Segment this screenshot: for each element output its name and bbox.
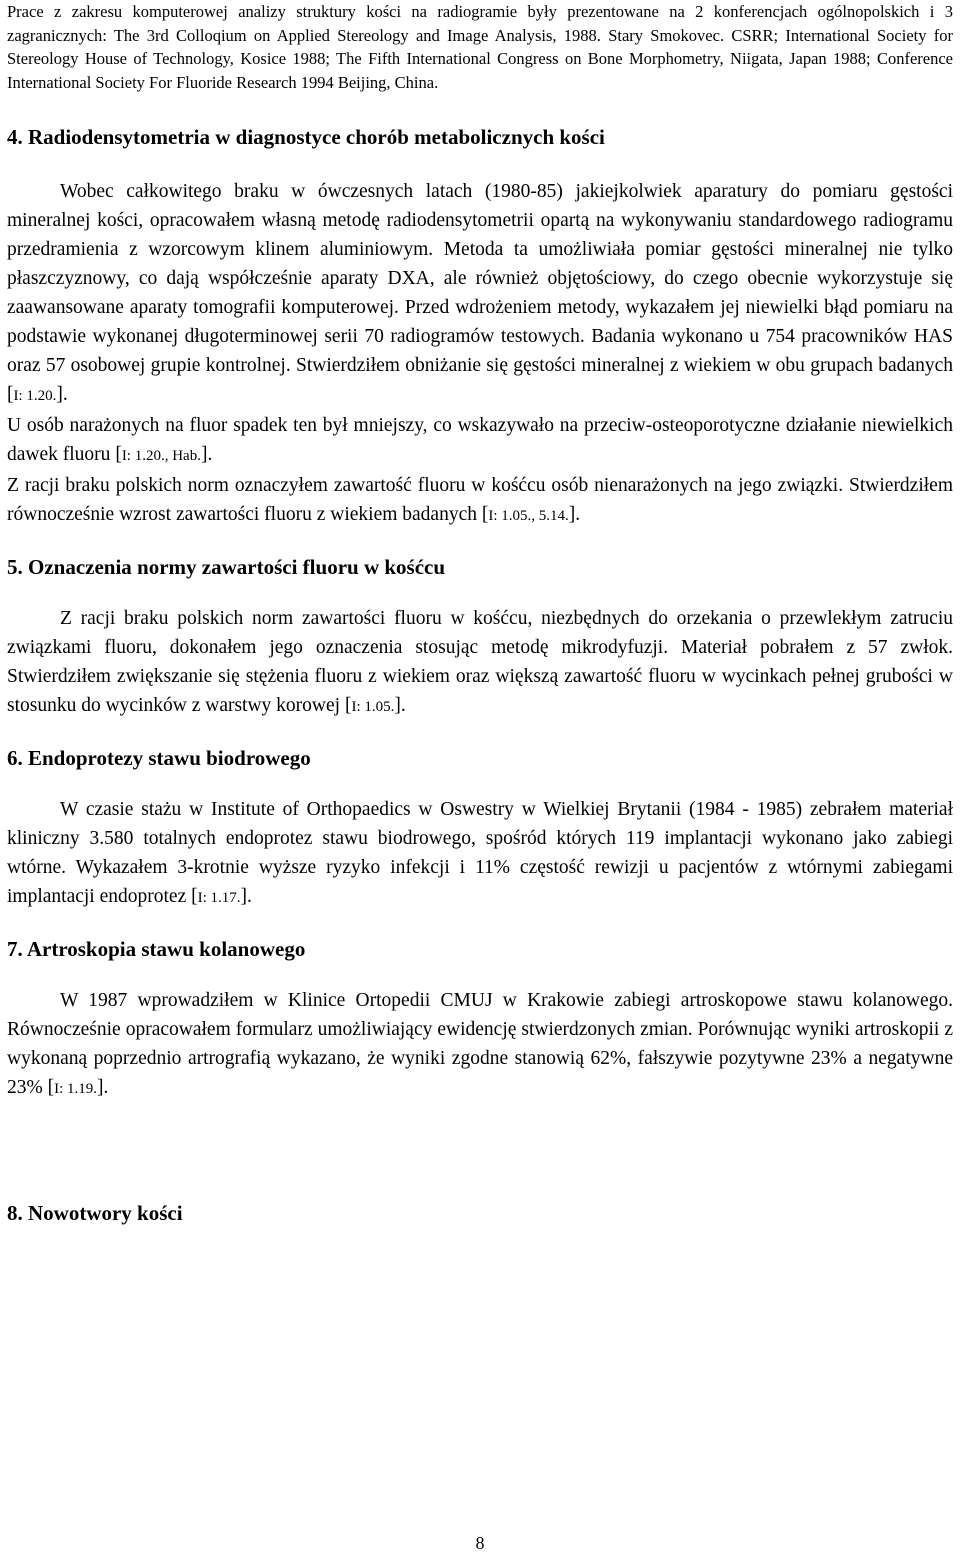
section-5-paragraph-1-text: Z racji braku polskich norm zawartości fluoru w kośćcu, niezbędnych do orzekania o przewlekłym zatruciu związkami fluoru, dokonałem jego oznaczenia stosując metodę mikrodyfuzji. Materiał pobrałem z 57 zwłok. Stwierdziłem zwiększanie się stężenia fluoru z wiekiem oraz większą zawartość fluoru w wycinkach pełnej grubości w stosunku do wycinków z warstwy korowej (7, 608, 953, 717)
page-number: 8 (475, 1533, 485, 1553)
section-7-heading: 7. Artroskopia stawu kolanowego (7, 937, 306, 962)
section-5-ref-1-open: [ (344, 695, 352, 717)
section-6-ref-1-open: [ (191, 886, 198, 908)
section-4-ref-1: I: 1.20. (13, 388, 57, 405)
section-4-ref-1-open: [ (7, 384, 14, 406)
section-7-ref-1-open: [ (47, 1077, 55, 1099)
section-6-ref-1: I: 1.17. (197, 890, 241, 907)
section-4-ref-3: I: 1.05., 5.14. (488, 508, 569, 525)
section-7-paragraph-1-text: W 1987 wprowadziłem w Klinice Ortopedii CMUJ w Krakowie zabiegi artroskopowe stawu kolanowego. Równocześnie opracowałem formularz umożliwiający ewidencję stwierdzonych zmian. Porównując wyniki artroskopii z wykonaną poprzednio artrografią wykazano, że wyniki zgodne stanowią 62%, fałszywie pozytywne 23% a negatywne 23% (7, 990, 953, 1099)
section-4-paragraph-2-text: U osób narażonych na fluor spadek ten był mniejszy, co wskazywało na przeciw-osteoporotyczne działanie niewielkich dawek fluoru (7, 415, 953, 466)
section-4-ref-3-open: [ (481, 504, 489, 526)
section-4-ref-2-close: ]. (200, 444, 213, 466)
section-7-paragraph-1 (7, 986, 953, 1104)
section-6-paragraph-1-text: W czasie stażu w Institute of Orthopaedics w Oswestry w Wielkiej Brytanii (1984 - 1985) zebrałem materiał kliniczny 3.580 totalnych endoprotez stawu biodrowego, spośród których 119 implantacji wykonano jako zabiegi wtórne. Wykazałem 3-krotnie wyższe ryzyko infekcji i 11% częstość rewizji u pacjentów z wtórnymi zabiegami implantacji endoprotez (7, 799, 953, 908)
section-4-ref-1-close: ]. (56, 384, 68, 406)
section-4-ref-2-open: [ (115, 444, 122, 466)
section-4-paragraph-1-text: Wobec całkowitego braku w ówczesnych latach (1980-85) jakiejkolwiek aparatury do pomiaru gęstości mineralnej kości, opracowałem własną metodę radiodensytometrii opartą na wykonywaniu standardowego radiogramu przedramienia z wzorcowym klinem aluminiowym. Metoda ta umożliwiała pomiar gęstości mineralnej nie tylko płaszczyznowy, co dają współcześnie aparaty DXA, ale również objętościowy, do czego obecnie wykorzystuje się zaawansowane aparaty tomografii komputerowej. Przed wdrożeniem metody, wykazałem jej niewielki błąd pomiaru na podstawie wykonanej długoterminowej serii 70 radiogramów testowych. Badania wykonano u 754 pracowników HAS oraz 57 osobowej grupie kontrolnej. Stwierdziłem obniżanie się gęstości mineralnej z wiekiem w obu grupach badanych (7, 181, 953, 377)
section-4-heading: 4. Radiodensytometria w diagnostyce chorób metabolicznych kości (7, 125, 605, 150)
section-5-heading: 5. Oznaczenia normy zawartości fluoru w kośćcu (7, 555, 446, 580)
section-5-paragraph-1 (7, 604, 953, 722)
section-7-ref-1-close: ]. (97, 1077, 109, 1099)
section-4-ref-2: I: 1.20., Hab. (121, 448, 201, 465)
section-7-ref-1: I: 1.19. (54, 1081, 98, 1098)
section-6-paragraph-1 (7, 795, 953, 913)
intro-paragraph: Prace z zakresu komputerowej analizy struktury kości na radiogramie były prezentowane na 2 konferencjach ogólnopolskich i 3 zagranicznych: The 3rd Colloqium on Applied Stereology and Image Analysis, 1988. Stary Smokovec. CSRR; International Society for Stereology House of Technology, Kosice 1988; The Fifth International Congress on Bone Morphometry, Niigata, Japan 1988; Conference International Society For Fluoride Research 1994 Beijing, China. (7, 2, 953, 92)
section-6-heading: 6. Endoprotezy stawu biodrowego (7, 746, 311, 771)
section-4-paragraph-3-text: Z racji braku polskich norm oznaczyłem zawartość fluoru w kośćcu osób nienarażonych na jego związki. Stwierdziłem równocześnie wzrost zawartości fluoru z wiekiem badanych (7, 475, 953, 526)
section-5-ref-1-close: ]. (394, 695, 406, 717)
section-8-heading: 8. Nowotwory kości (7, 1201, 183, 1226)
section-4-paragraph-3 (7, 471, 953, 531)
section-4-paragraph-2 (7, 411, 953, 471)
section-6-ref-1-close: ]. (240, 886, 252, 908)
section-4-paragraph-1 (7, 177, 953, 411)
section-5-ref-1: I: 1.05. (351, 699, 395, 716)
section-4-ref-3-close: ]. (568, 504, 581, 526)
